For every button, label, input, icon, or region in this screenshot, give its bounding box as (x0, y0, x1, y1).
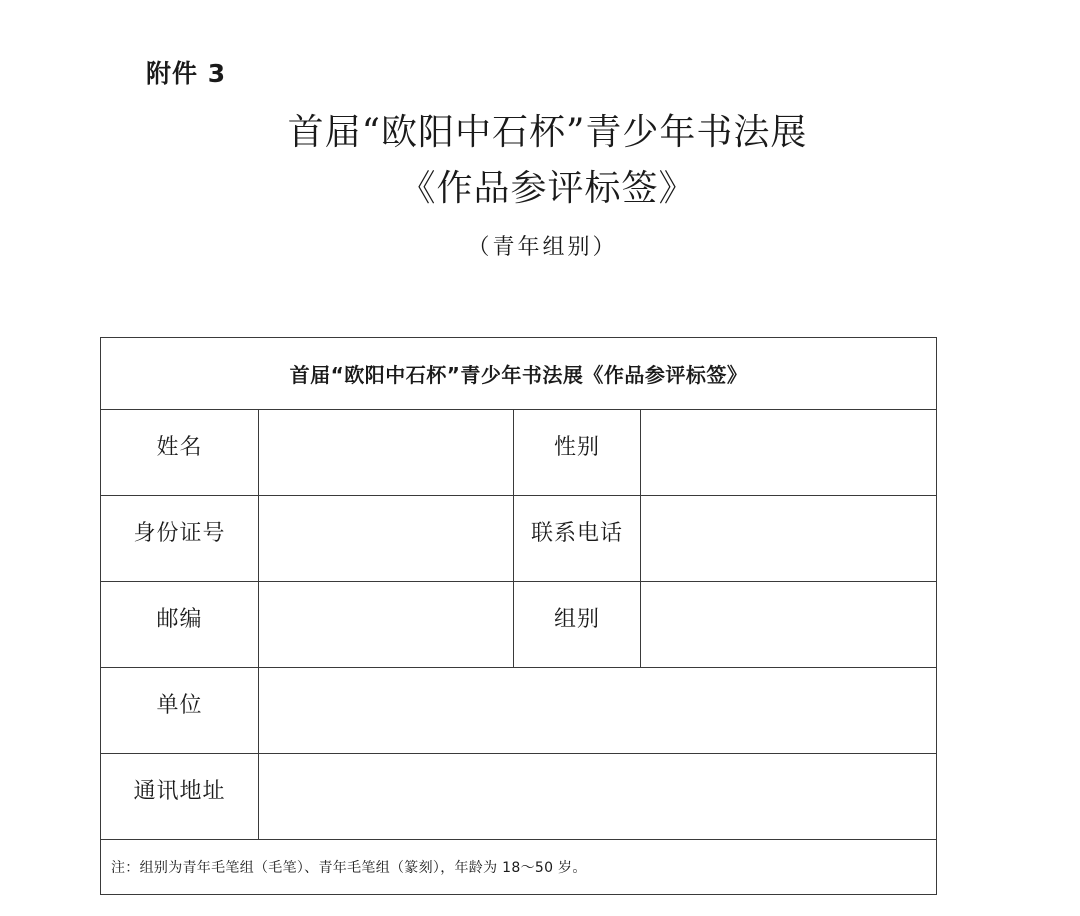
organization-field[interactable] (259, 668, 937, 754)
postcode-label: 邮编 (101, 582, 259, 668)
entry-label-form (100, 337, 937, 895)
document-subtitle: （青年组别） (467, 235, 618, 260)
form-row-id (101, 496, 937, 582)
gender-field[interactable] (641, 410, 937, 496)
document-title-line-1: 首届“欧阳中石杯”青少年书法展 (287, 112, 808, 153)
postcode-field[interactable] (259, 582, 514, 668)
group-field[interactable] (641, 582, 937, 668)
form-header: 首届“欧阳中石杯”青少年书法展《作品参评标签》 (101, 338, 937, 410)
phone-label: 联系电话 (514, 496, 641, 582)
form-row-organization (101, 668, 937, 754)
address-field[interactable] (259, 754, 937, 840)
id-number-field[interactable] (259, 496, 514, 582)
attachment-label: 附件 3 (146, 59, 227, 88)
document-title-line-2: 《作品参评标签》 (399, 168, 696, 209)
phone-field[interactable] (641, 496, 937, 582)
form-note-row (101, 840, 937, 895)
form-header-row (101, 338, 937, 410)
form-row-name (101, 410, 937, 496)
gender-label: 性别 (514, 410, 641, 496)
form-note: 注：组别为青年毛笔组（毛笔）、青年毛笔组（篆刻），年龄为 18～50 岁。 (101, 840, 937, 895)
group-label: 组别 (514, 582, 641, 668)
name-label: 姓名 (101, 410, 259, 496)
organization-label: 单位 (101, 668, 259, 754)
id-number-label: 身份证号 (101, 496, 259, 582)
address-label: 通讯地址 (101, 754, 259, 840)
form-row-postcode (101, 582, 937, 668)
name-field[interactable] (259, 410, 514, 496)
form-row-address (101, 754, 937, 840)
